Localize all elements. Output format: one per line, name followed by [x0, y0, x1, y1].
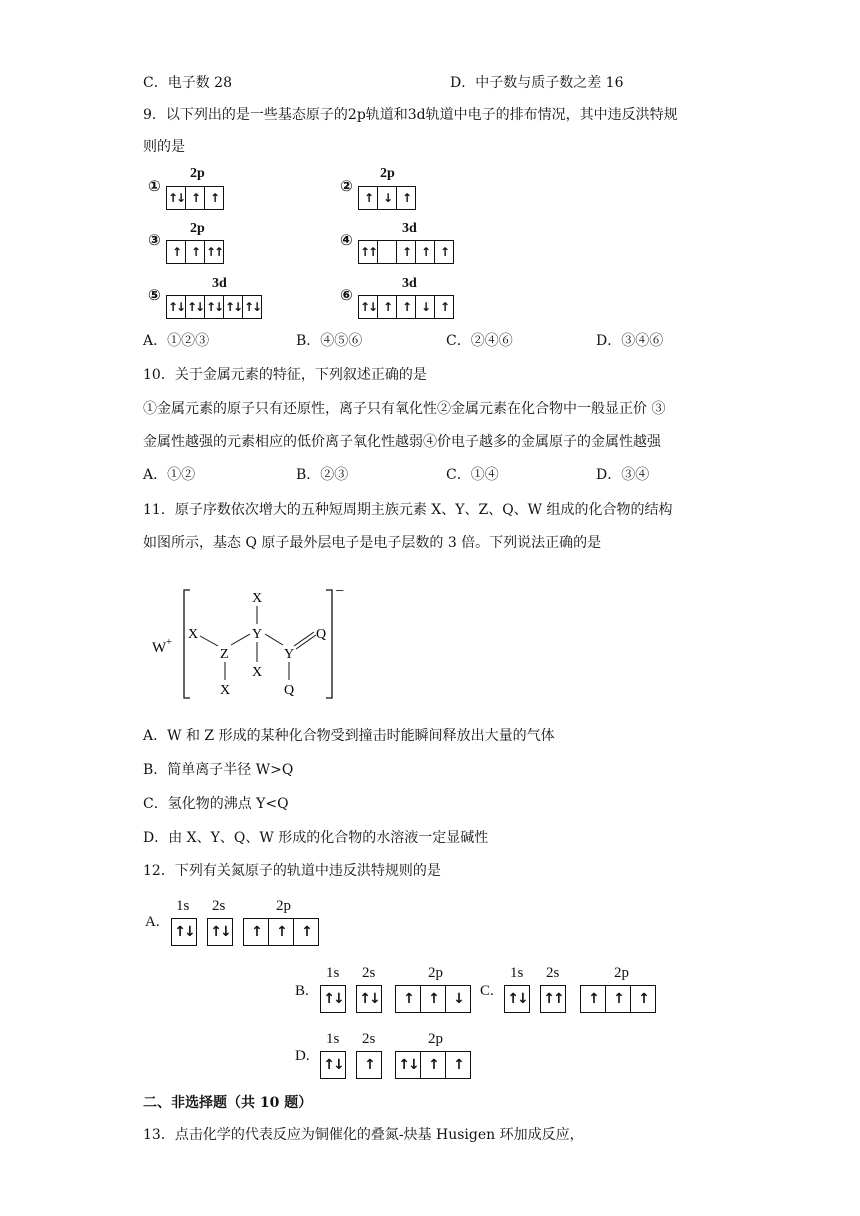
label-2s: 2s — [362, 1031, 376, 1047]
q10-statement-line2: 金属性越强的元素相应的低价离子氧化性越弱④价电子越多的金属原子的金属性越强 — [143, 434, 661, 450]
q11-stem-cont: 如图所示，基态 Q 原子最外层电子是电子层数的 3 倍。下列说法正确的是 — [143, 535, 602, 551]
orbital-boxes — [358, 295, 454, 319]
q10-option-c: C．①④ — [446, 467, 499, 483]
orbital-label: 2p — [190, 221, 205, 236]
atom-x-bottom: X — [220, 683, 231, 698]
atom-x-left: X — [188, 627, 199, 642]
atom-q-bottom: Q — [284, 683, 295, 698]
q8-option-c: C．电子数 28 — [143, 75, 232, 91]
anion-charge: − — [335, 583, 345, 600]
diagram-mark: ③ — [148, 231, 161, 249]
orbital-box: ↓ — [453, 991, 463, 1007]
orbital-1s — [171, 918, 197, 946]
orbital-label: 2p — [190, 166, 205, 181]
bracket-right — [326, 590, 332, 698]
orbital-box: ↑↓ — [323, 991, 343, 1007]
orbital-box: ↑ — [186, 187, 205, 209]
atom-x-top: X — [252, 591, 263, 606]
orbital-box: ↑↓ — [167, 296, 186, 318]
q10-option-d: D．③④ — [596, 467, 650, 483]
orbital-box: ↑ — [364, 1057, 374, 1073]
q11-option-c: C．氢化物的沸点 Y<Q — [143, 796, 289, 812]
orbital-box: ↑↓ — [359, 991, 379, 1007]
orbital-box: ↑↓ — [186, 296, 205, 318]
orbital-2s — [356, 985, 382, 1013]
label-1s: 1s — [326, 965, 340, 981]
bond — [200, 636, 218, 646]
q12-stem: 12．下列有关氮原子的轨道中违反洪特规则的是 — [143, 863, 441, 879]
atom-x-under-y: X — [252, 665, 263, 680]
orbital-label: 2p — [380, 166, 395, 181]
orbital-box: ↓ — [378, 187, 397, 209]
orbital-box: ↑↓ — [224, 296, 243, 318]
label-2p: 2p — [428, 965, 443, 981]
q13-stem: 13．点击化学的代表反应为铜催化的叠氮-炔基 Husigen 环加成反应， — [143, 1127, 584, 1143]
label-2s: 2s — [212, 898, 226, 914]
structure-diagram — [140, 580, 360, 705]
orbital-box: ↑↑ — [543, 991, 563, 1007]
orbital-boxes — [166, 186, 224, 210]
atom-y-right: Y — [284, 647, 295, 662]
atom-z: Z — [220, 647, 229, 662]
orbital-2p — [395, 985, 471, 1013]
orbital-box: ↑ — [638, 991, 648, 1007]
orbital-box: ↑ — [359, 187, 378, 209]
bond — [231, 634, 250, 645]
orbital-2s — [356, 1051, 382, 1079]
orbital-box: ↑ — [416, 241, 435, 263]
orbital-box — [378, 241, 397, 263]
label-2p: 2p — [276, 898, 291, 914]
orbital-box: ↑↓ — [174, 924, 194, 940]
orbital-box: ↑ — [453, 1057, 463, 1073]
orbital-box: ↑ — [167, 241, 186, 263]
orbital-box: ↑ — [401, 191, 411, 205]
orbital-box: ↑ — [396, 986, 421, 1012]
q10-stem: 10．关于金属元素的特征，下列叙述正确的是 — [143, 367, 427, 383]
orbital-box: ↓ — [416, 296, 435, 318]
bracket-left — [184, 590, 190, 698]
orbital-boxes — [166, 295, 262, 319]
orbital-label: 3d — [212, 276, 227, 291]
orbital-boxes — [358, 186, 416, 210]
atom-w: W+ — [152, 637, 172, 656]
orbital-2s — [207, 918, 233, 946]
q11-stem: 11．原子序数依次增大的五种短周期主族元素 X、Y、Z、Q、W 组成的化合物的结构 — [143, 502, 673, 518]
orbital-label: 3d — [402, 221, 417, 236]
orbital-box: ↑ — [421, 986, 446, 1012]
orbital-label: 3d — [402, 276, 417, 291]
atom-y-center: Y — [252, 627, 263, 642]
q10-statement-line1: ①金属元素的原子只有还原性，离子只有氧化性②金属元素在化合物中一般显正价 ③ — [143, 401, 666, 417]
label-1s: 1s — [326, 1031, 340, 1047]
orbital-2p — [580, 985, 656, 1013]
diagram-mark: ④ — [340, 231, 353, 249]
orbital-box: ↑ — [606, 986, 631, 1012]
q11-option-b: B．简单离子半径 W>Q — [143, 762, 294, 778]
orbital-2p — [243, 918, 319, 946]
orbital-box: ↑↓ — [167, 187, 186, 209]
label-2s: 2s — [362, 965, 376, 981]
label-2p: 2p — [614, 965, 629, 981]
q9-option-d: D．③④⑥ — [596, 333, 664, 349]
orbital-box: ↑↓ — [396, 1052, 421, 1078]
label-2s: 2s — [546, 965, 560, 981]
label-1s: 1s — [176, 898, 190, 914]
q12-option-b-letter: B. — [295, 983, 309, 999]
diagram-mark: ② — [340, 177, 353, 195]
q12-option-d-letter: D. — [295, 1048, 310, 1064]
section-heading: 二、非选择题（共 10 题） — [143, 1095, 313, 1111]
orbital-1s — [320, 1051, 346, 1079]
orbital-box: ↑↓ — [210, 924, 230, 940]
atom-q-top: Q — [316, 627, 327, 642]
diagram-mark: ① — [148, 177, 161, 195]
orbital-box: ↑↑ — [359, 241, 378, 263]
q10-option-b: B．②③ — [296, 467, 349, 483]
q11-option-a: A．W 和 Z 形成的某种化合物受到撞击时能瞬间释放出大量的气体 — [143, 728, 555, 744]
q12-option-a-letter: A. — [145, 914, 160, 930]
label-2p: 2p — [428, 1031, 443, 1047]
orbital-box: ↑ — [421, 1052, 446, 1078]
orbital-box: ↑ — [244, 919, 269, 945]
orbital-box: ↑ — [397, 296, 416, 318]
diagram-mark: ⑤ — [148, 286, 161, 304]
q9-option-a: A．①②③ — [143, 333, 210, 349]
q8-option-d: D．中子数与质子数之差 16 — [450, 75, 624, 91]
orbital-box: ↑ — [439, 300, 449, 314]
orbital-box: ↑ — [209, 191, 219, 205]
orbital-boxes — [358, 240, 454, 264]
orbital-box: ↑ — [269, 919, 294, 945]
orbital-box: ↑ — [397, 241, 416, 263]
q9-stem: 9．以下列出的是一些基态原子的2p轨道和3d轨道中电子的排布情况，其中违反洪特规 — [143, 107, 678, 123]
orbital-box: ↑ — [378, 296, 397, 318]
q9-option-c: C．②④⑥ — [446, 333, 513, 349]
orbital-box: ↑↓ — [507, 991, 527, 1007]
orbital-1s — [504, 985, 530, 1013]
q12-option-c-letter: C. — [480, 983, 494, 999]
orbital-2s — [540, 985, 566, 1013]
orbital-box: ↑ — [581, 986, 606, 1012]
q10-option-a: A．①② — [143, 467, 196, 483]
bond — [265, 634, 283, 645]
orbital-boxes — [166, 240, 224, 264]
orbital-box: ↑↓ — [323, 1057, 343, 1073]
orbital-box: ↑ — [301, 924, 311, 940]
orbital-2p — [395, 1051, 471, 1079]
orbital-box: ↑ — [439, 245, 449, 259]
orbital-box: ↑↓ — [205, 296, 224, 318]
orbital-box: ↑↓ — [359, 296, 378, 318]
q9-option-b: B．④⑤⑥ — [296, 333, 363, 349]
orbital-1s — [320, 985, 346, 1013]
q9-stem-cont: 则的是 — [143, 139, 185, 155]
orbital-box: ↑↓ — [243, 300, 261, 314]
q11-option-d: D．由 X、Y、Q、W 形成的化合物的水溶液一定显碱性 — [143, 830, 489, 846]
diagram-mark: ⑥ — [340, 286, 353, 304]
label-1s: 1s — [510, 965, 524, 981]
orbital-box: ↑ — [186, 241, 205, 263]
orbital-box: ↑↑ — [205, 245, 223, 259]
